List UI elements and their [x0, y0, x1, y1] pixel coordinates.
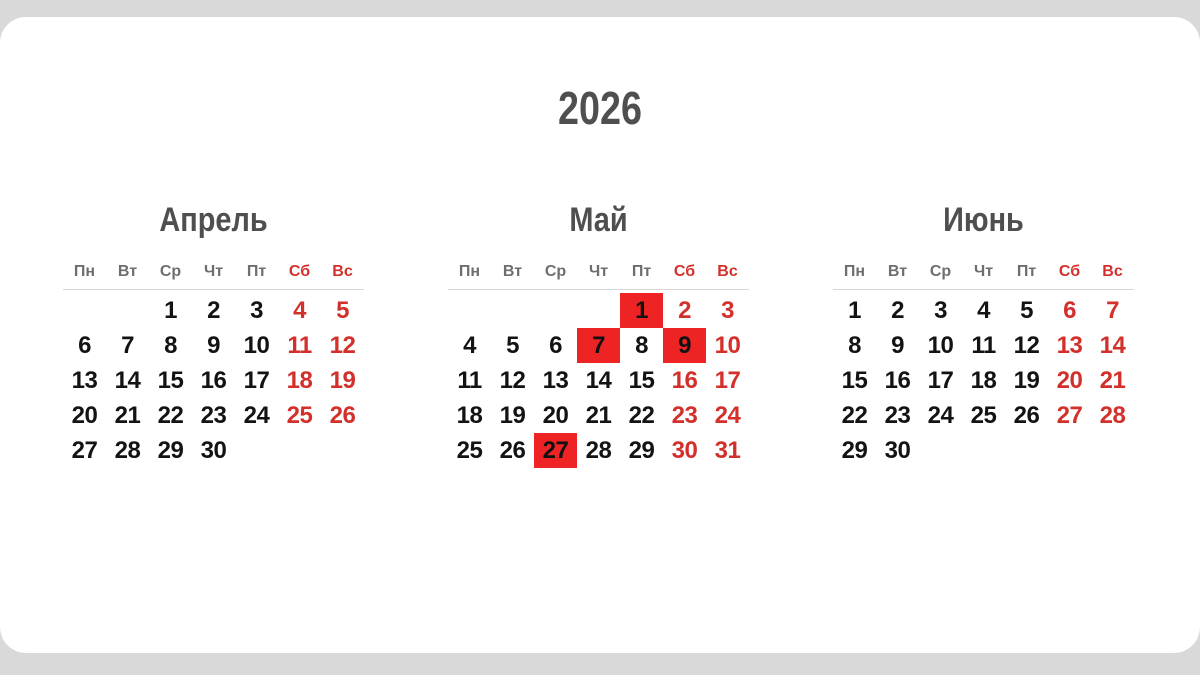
day-cell: 11	[971, 331, 996, 359]
day-cell: 21	[585, 401, 612, 429]
day-cell: 8	[848, 331, 861, 359]
day-cell: 12	[499, 366, 526, 394]
weekday-label: Вт	[502, 263, 523, 280]
day-cell: 2	[678, 296, 691, 324]
month-section	[448, 203, 749, 468]
day-cell: 2	[891, 296, 904, 324]
calendar-grid	[63, 293, 364, 468]
weekday-label: Вт	[887, 263, 908, 280]
day-cell: 14	[114, 366, 141, 394]
day-cell: 2	[207, 296, 220, 324]
month-title: Июнь	[943, 201, 1024, 239]
day-cell: 12	[329, 331, 356, 359]
day-cell: 3	[250, 296, 263, 324]
day-cell: 4	[293, 296, 306, 324]
day-cell: 15	[841, 366, 868, 394]
day-cell: 26	[329, 401, 356, 429]
weekday-label: Сб	[288, 263, 311, 280]
day-cell: 6	[549, 331, 562, 359]
day-cell	[1005, 433, 1048, 468]
weekday-row	[448, 263, 749, 290]
day-cell: 18	[456, 401, 483, 429]
day-cell: 26	[1013, 401, 1040, 429]
day-cell: 8	[635, 331, 648, 359]
day-cell: 23	[884, 401, 911, 429]
weekday-label: Ср	[159, 263, 182, 280]
holiday-day-cell: 1	[620, 293, 663, 328]
weekday-label: Сб	[1058, 263, 1081, 280]
day-cell: 12	[1013, 331, 1040, 359]
month-section	[833, 203, 1134, 468]
weekday-label: Ср	[929, 263, 952, 280]
month-title: Апрель	[159, 201, 268, 239]
weekday-row	[63, 263, 364, 290]
day-cell	[106, 293, 149, 328]
month-title: Май	[569, 201, 628, 239]
day-cell	[321, 433, 364, 468]
day-cell: 5	[336, 296, 349, 324]
day-cell: 25	[456, 436, 483, 464]
day-cell: 10	[714, 331, 741, 359]
day-cell: 6	[78, 331, 91, 359]
weekday-label: Ср	[544, 263, 567, 280]
weekday-label: Чт	[973, 263, 994, 280]
day-cell	[962, 433, 1005, 468]
months-row	[63, 203, 1134, 468]
day-cell	[278, 433, 321, 468]
day-cell: 23	[200, 401, 227, 429]
day-cell: 1	[848, 296, 861, 324]
day-cell: 17	[714, 366, 741, 394]
day-cell: 14	[1099, 331, 1126, 359]
day-cell: 23	[671, 401, 698, 429]
day-cell: 30	[671, 436, 698, 464]
day-cell: 18	[286, 366, 313, 394]
weekday-label: Пт	[1016, 263, 1037, 280]
weekday-label: Пн	[73, 263, 96, 280]
day-cell: 11	[287, 331, 312, 359]
weekday-label: Пн	[458, 263, 481, 280]
holiday-day-cell: 7	[577, 328, 620, 363]
day-cell: 29	[157, 436, 184, 464]
day-cell: 27	[1056, 401, 1083, 429]
day-cell: 27	[71, 436, 98, 464]
day-cell: 16	[884, 366, 911, 394]
day-cell: 13	[1056, 331, 1083, 359]
day-cell: 3	[934, 296, 947, 324]
day-cell: 22	[628, 401, 655, 429]
holiday-day-cell: 27	[534, 433, 577, 468]
day-cell: 13	[71, 366, 98, 394]
day-cell: 20	[542, 401, 569, 429]
day-cell: 11	[457, 366, 482, 394]
day-cell: 22	[841, 401, 868, 429]
day-cell: 5	[506, 331, 519, 359]
day-cell: 31	[714, 436, 741, 464]
weekday-label: Пт	[631, 263, 652, 280]
day-cell: 8	[164, 331, 177, 359]
day-cell: 4	[977, 296, 990, 324]
day-cell: 19	[1013, 366, 1040, 394]
day-cell	[534, 293, 577, 328]
weekday-label: Пн	[843, 263, 866, 280]
day-cell	[491, 293, 534, 328]
day-cell: 6	[1063, 296, 1076, 324]
day-cell: 19	[499, 401, 526, 429]
day-cell: 29	[841, 436, 868, 464]
day-cell	[448, 293, 491, 328]
day-cell	[235, 433, 278, 468]
day-cell: 21	[1099, 366, 1126, 394]
holiday-day-cell: 9	[663, 328, 706, 363]
weekday-label: Пт	[246, 263, 267, 280]
day-cell: 14	[585, 366, 612, 394]
day-cell: 3	[721, 296, 734, 324]
day-cell: 15	[157, 366, 184, 394]
weekday-label: Чт	[588, 263, 609, 280]
day-cell: 19	[329, 366, 356, 394]
day-cell: 20	[71, 401, 98, 429]
day-cell: 9	[207, 331, 220, 359]
day-cell: 7	[1106, 296, 1119, 324]
day-cell: 22	[157, 401, 184, 429]
day-cell: 26	[499, 436, 526, 464]
day-cell: 28	[1099, 401, 1126, 429]
day-cell	[577, 293, 620, 328]
day-cell: 17	[927, 366, 954, 394]
calendar-card	[0, 17, 1200, 653]
day-cell: 10	[927, 331, 954, 359]
month-section	[63, 203, 364, 468]
day-cell: 21	[114, 401, 141, 429]
day-cell	[63, 293, 106, 328]
weekday-label: Вс	[1102, 263, 1123, 280]
day-cell: 24	[243, 401, 270, 429]
day-cell: 16	[200, 366, 227, 394]
calendar-grid	[833, 293, 1134, 468]
day-cell	[1048, 433, 1091, 468]
day-cell: 25	[286, 401, 313, 429]
day-cell: 24	[714, 401, 741, 429]
day-cell: 1	[164, 296, 177, 324]
weekday-label: Вт	[117, 263, 138, 280]
day-cell: 28	[585, 436, 612, 464]
day-cell: 5	[1020, 296, 1033, 324]
day-cell: 20	[1056, 366, 1083, 394]
calendar-grid	[448, 293, 749, 468]
weekday-row	[833, 263, 1134, 290]
day-cell: 7	[121, 331, 134, 359]
year-title: 2026	[558, 82, 642, 134]
day-cell: 29	[628, 436, 655, 464]
day-cell: 10	[243, 331, 270, 359]
day-cell: 18	[970, 366, 997, 394]
weekday-label: Чт	[203, 263, 224, 280]
day-cell: 13	[542, 366, 569, 394]
day-cell: 4	[463, 331, 476, 359]
weekday-label: Вс	[717, 263, 738, 280]
day-cell: 30	[200, 436, 227, 464]
day-cell: 9	[891, 331, 904, 359]
day-cell	[1091, 433, 1134, 468]
day-cell: 30	[884, 436, 911, 464]
weekday-label: Вс	[332, 263, 353, 280]
day-cell: 24	[927, 401, 954, 429]
day-cell: 15	[628, 366, 655, 394]
weekday-label: Сб	[673, 263, 696, 280]
day-cell: 25	[970, 401, 997, 429]
day-cell: 28	[114, 436, 141, 464]
day-cell	[919, 433, 962, 468]
day-cell: 17	[243, 366, 270, 394]
day-cell: 16	[671, 366, 698, 394]
